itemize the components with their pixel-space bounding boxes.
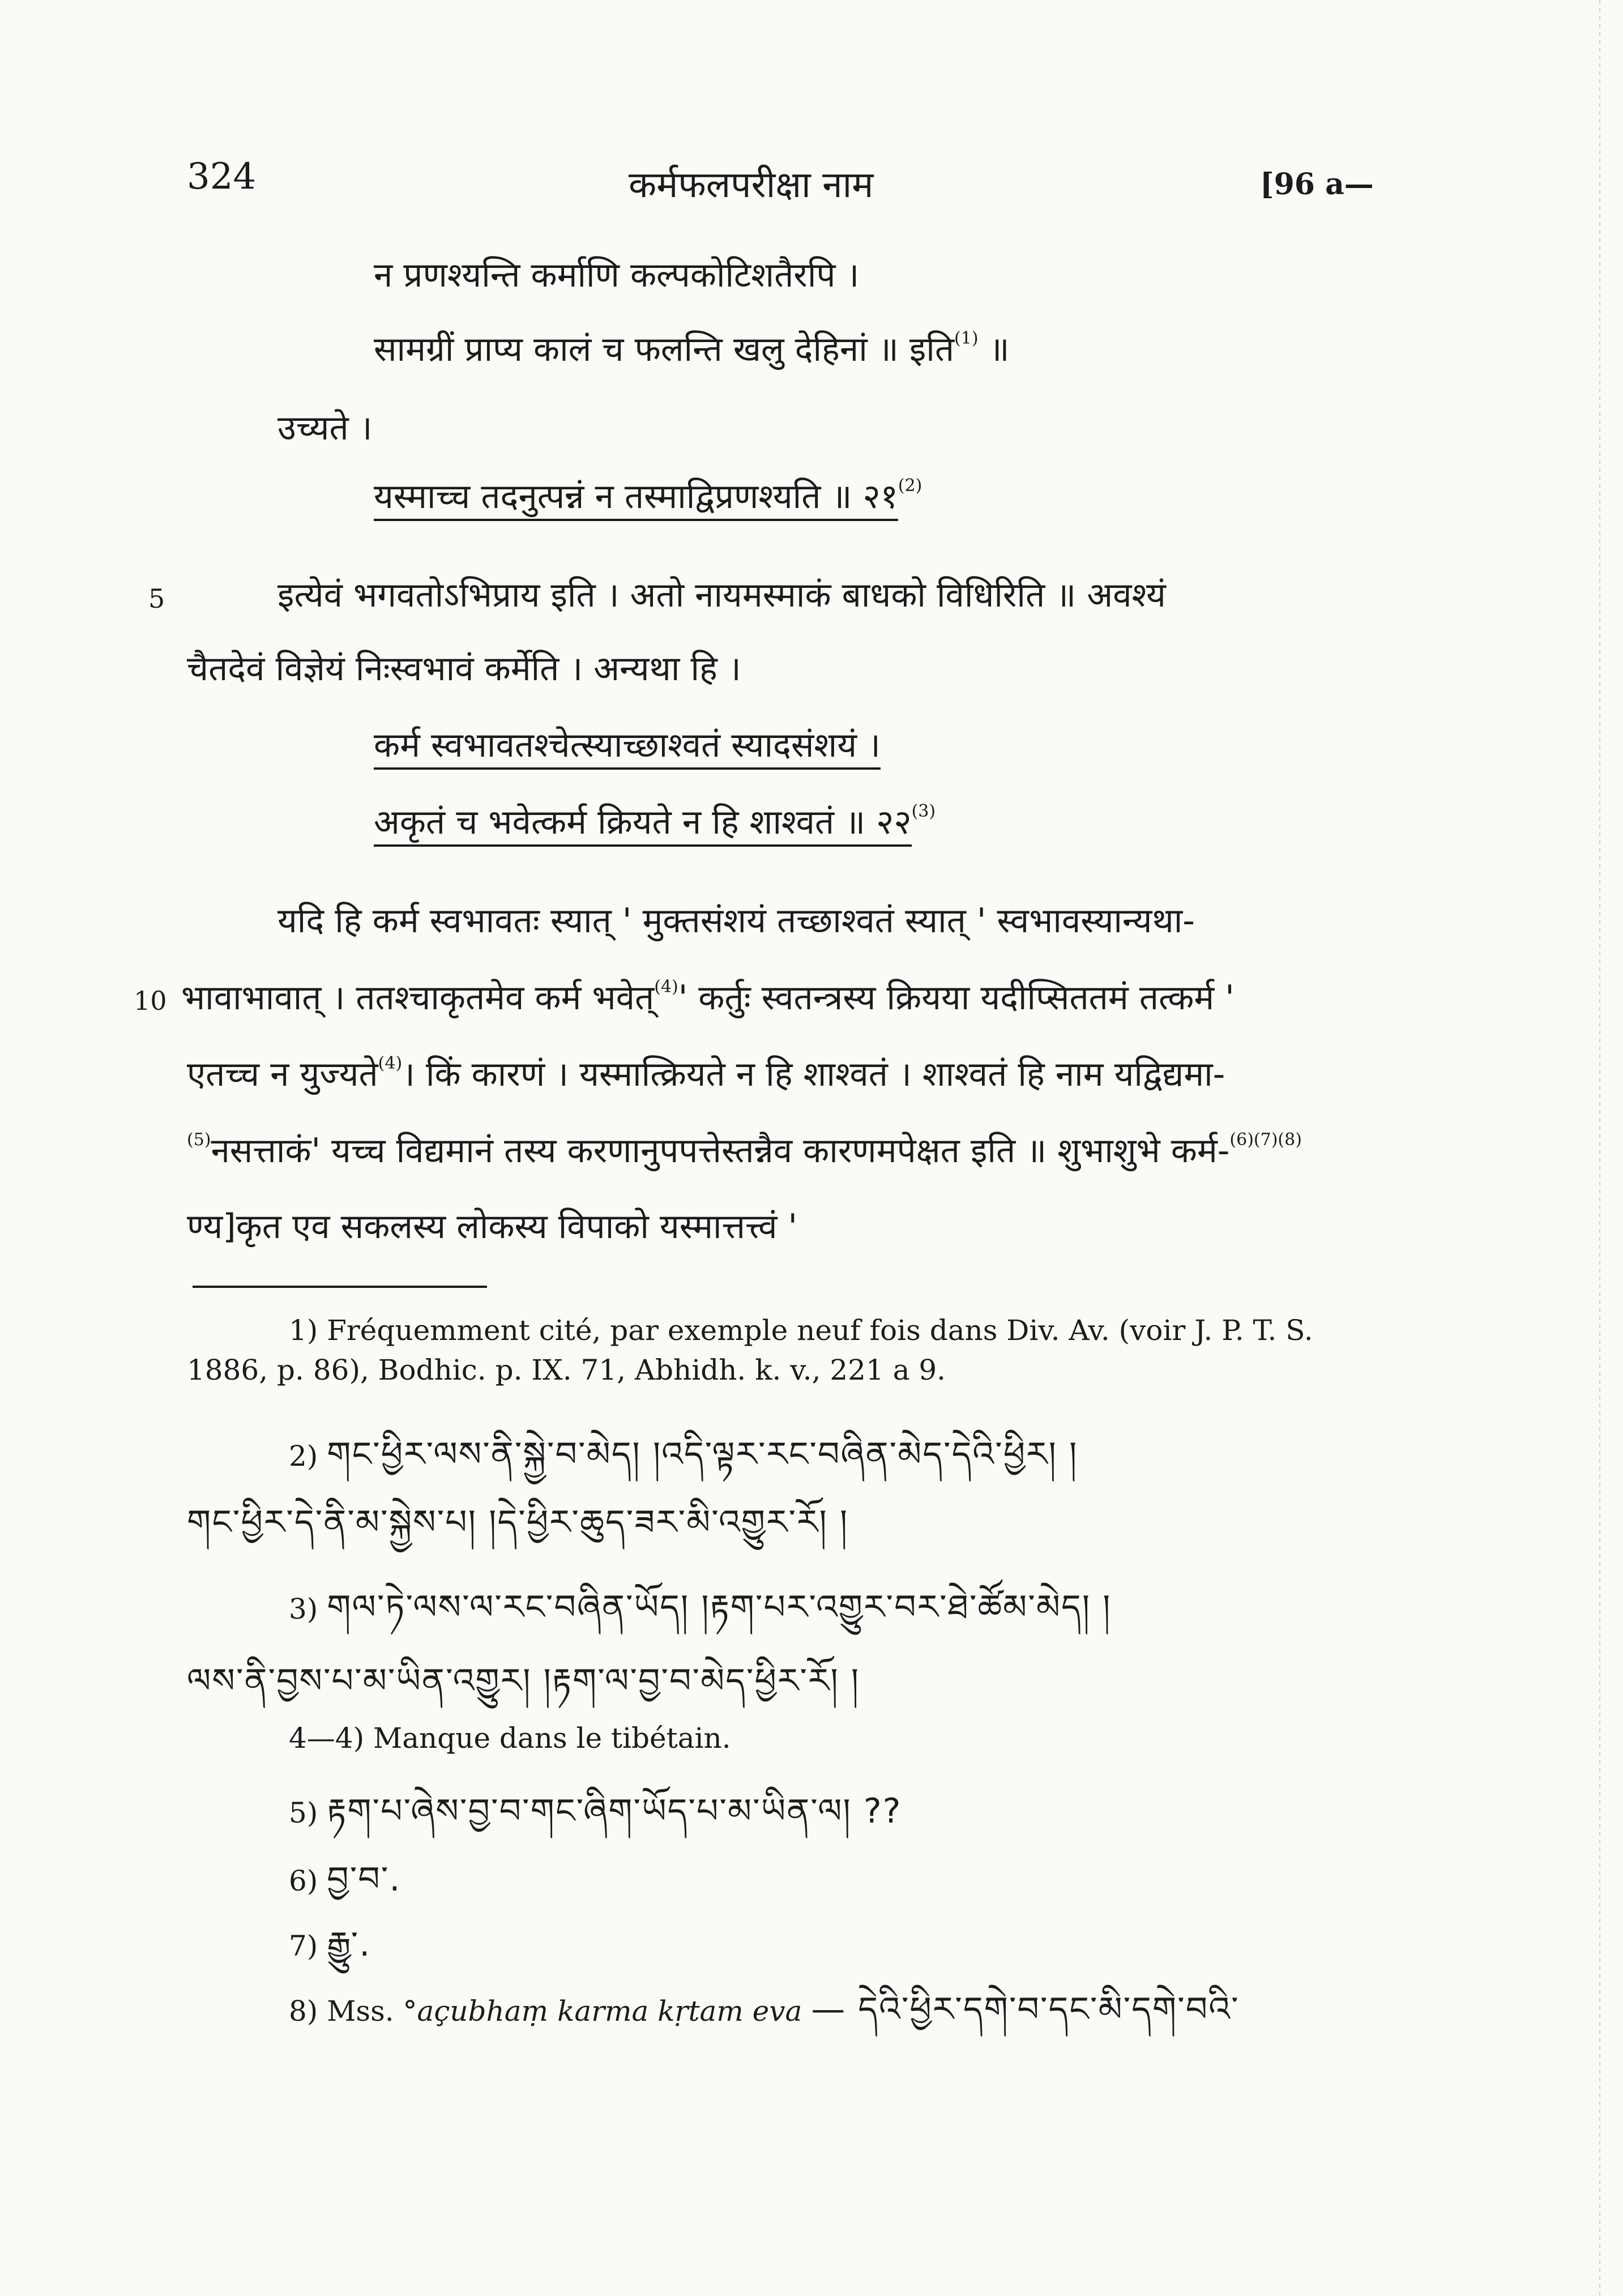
tibetan-text: རྟག་པ་ཞེས་བྱ་བ་གང་ཞིག་ཡོད་པ་མ་ཡིན་ལ། ?? xyxy=(327,1791,902,1831)
folio-reference: [96 a— xyxy=(1260,167,1374,202)
verse-line-underlined xyxy=(374,801,936,843)
page-edge-line xyxy=(1599,0,1600,2296)
tibetan-text: གལ་ཏེ་ལས་ལ་རང་བཞིན་ཡོད། །རྟག་པར་འགྱུར་བར་ཐེ་ཚོམ་མེད། ། xyxy=(327,1587,1112,1627)
footnote-2-continuation xyxy=(187,1484,848,1580)
prose-line xyxy=(187,1053,1225,1095)
footnote-number: 8) Mss. xyxy=(289,1995,394,2028)
footnote-number: 2) xyxy=(289,1440,318,1473)
footnote-number: 3) xyxy=(289,1593,318,1625)
prose-line xyxy=(187,648,741,689)
prose-line xyxy=(277,575,1166,616)
prose-text: भावाभावात् । ततश्चाकृतमेव कर्म भवेत् xyxy=(181,978,655,1018)
tibetan-text: ལས་ནི་བྱས་པ་མ་ཡིན་འགྱུར། །རྟག་ལ་བྱ་བ་མེད་ཕྱིར་རོ། ། xyxy=(187,1661,860,1701)
page-number: 324 xyxy=(187,156,257,198)
prose-text: उच्यते । xyxy=(277,408,373,448)
verse-text: कर्म स्वभावतश्चेत्स्याच्छाश्वतं स्यादसंशयं । xyxy=(374,725,881,770)
footnote-marker: (3) xyxy=(911,801,936,821)
footnote-marker: (4) xyxy=(378,1053,403,1073)
footnote-marker: (5) xyxy=(187,1130,211,1150)
footnote-marker: (8) xyxy=(1278,1130,1302,1150)
tibetan-text: — དེའི་ཕྱིར་དགེ་བ་དང་མི་དགེ་བའི་ xyxy=(811,1990,1240,2029)
verse-text: सामग्रीं प्राप्य कालं च फलन्ति खलु देहिनां ॥ इति xyxy=(374,330,955,369)
verse-line xyxy=(374,255,859,296)
tibetan-text: གང་ཕྱིར་དེ་ནི་མ་སྐྱེས་པ། །དེ་ཕྱིར་ཆུད་ཟར་མི་འགྱུར་རོ། ། xyxy=(187,1503,849,1542)
tibetan-text: རྒྱུ་. xyxy=(327,1924,371,1964)
prose-line xyxy=(187,1206,797,1247)
verse-text: न प्रणश्यन्ति कर्माणि कल्पकोटिशतैरपि । xyxy=(374,255,860,295)
prose-text: यदि हि कर्म स्वभावतः स्यात् ' मुक्तसंशयं तच्छाश्वतं स्यात् ' स्वभावस्यान्यथा- xyxy=(277,901,1195,941)
footnote-8 xyxy=(289,1971,1240,2067)
verse-line xyxy=(374,328,1010,370)
prose-text: ' कर्तुः स्वतन्त्रस्य क्रियया यदीप्सिततमं तत्कर्म ' xyxy=(678,978,1235,1018)
footnote-number: 7) xyxy=(289,1930,318,1962)
footnote-marker: (7) xyxy=(1253,1130,1278,1150)
footnote-1-line: 1) Fréquemment cité, par exemple neuf fois dans Div. Av. (voir J. P. T. S. xyxy=(289,1314,1313,1347)
prose-text: इत्येवं भगवतोऽभिप्राय इति । अतो नायमस्माकं बाधको विधिरिति ॥ अवश्यं xyxy=(277,575,1166,615)
footnote-divider xyxy=(193,1286,487,1288)
sanskrit-variant: °açubhaṃ karma kṛtam eva xyxy=(403,1995,802,2028)
footnote-1-line: 1886, p. 86), Bodhic. p. IX. 71, Abhidh. k. v., 221 a 9. xyxy=(187,1354,946,1386)
line-number: 5 xyxy=(148,583,165,614)
running-title: कर्मफलपरीक्षा नाम xyxy=(629,164,874,206)
prose-line xyxy=(277,901,1195,941)
footnote-marker: (2) xyxy=(898,476,922,496)
prose-text: ण्य]कृत एव सकलस्य लोकस्य विपाको यस्मात्तत्त्वं ' xyxy=(187,1207,798,1247)
prose-text: नसत्ताकं xyxy=(211,1131,311,1171)
footnote-marker: (6) xyxy=(1229,1130,1254,1150)
verse-text: अकृतं च भवेत्कर्म क्रियते न हि शाश्वतं ॥ २२ xyxy=(374,803,912,847)
prose-line xyxy=(277,408,372,449)
footnote-number: 6) xyxy=(289,1864,318,1897)
prose-text: एतच्च न युज्यते xyxy=(187,1055,378,1094)
prose-text: ' यच्च विद्यमानं तस्य करणानुपपत्तेस्तन्नैव कारणमपेक्षत इति ॥ शुभाशुभे कर्म- xyxy=(311,1131,1230,1171)
footnote-marker: (1) xyxy=(954,328,979,348)
tibetan-text: བྱ་བ་. xyxy=(327,1859,402,1899)
tibetan-text: གང་ཕྱིར་ལས་ནི་སྐྱེ་བ་མེད། །འདི་ལྟར་རང་བཞིན་མེད་དེའི་ཕྱིར། ། xyxy=(327,1435,1078,1474)
footnote-marker: (4) xyxy=(654,977,678,997)
verse-line-underlined xyxy=(374,476,922,517)
footnote-4: 4—4) Manque dans le tibétain. xyxy=(289,1722,731,1755)
prose-text: । किं कारणं । यस्मात्क्रियते न हि शाश्वतं । शाश्वतं हि नाम यद्विद्यमा- xyxy=(402,1055,1225,1094)
verse-line-underlined xyxy=(374,725,881,766)
prose-line xyxy=(181,977,1235,1018)
verse-end-mark: ॥ xyxy=(978,330,1010,369)
line-number: 10 xyxy=(134,985,167,1016)
prose-text: चैतदेवं विज्ञेयं निःस्वभावं कर्मेति । अन्यथा हि । xyxy=(187,649,741,689)
prose-line xyxy=(187,1130,1302,1171)
footnote-number: 5) xyxy=(289,1796,318,1829)
verse-text: यस्माच्च तदनुत्पन्नं न तस्माद्विप्रणश्यति ॥ २१ xyxy=(374,477,898,521)
